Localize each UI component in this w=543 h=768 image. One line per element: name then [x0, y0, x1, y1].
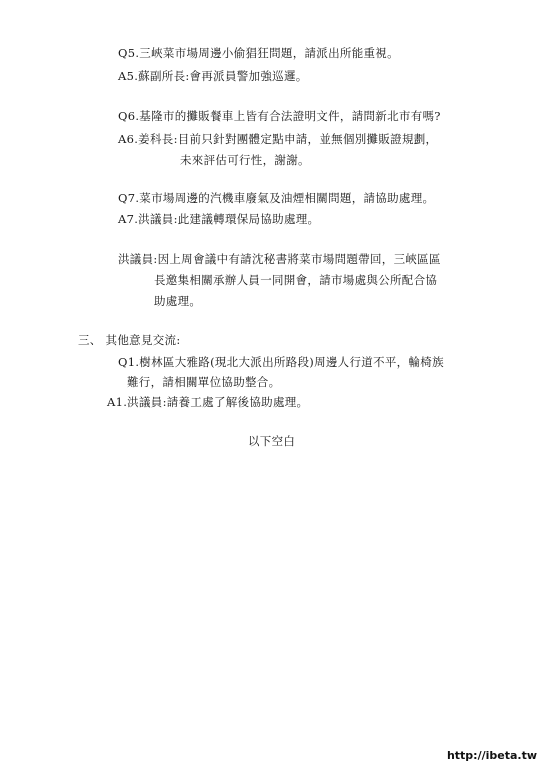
answer-a7: A7.洪議員:此建議轉環保局協助處理。	[118, 212, 320, 226]
answer-a6-line2: 未來評估可行性，謝謝。	[180, 153, 310, 167]
question-q1-line1: Q1.樹林區大雅路(現北大派出所路段)周邊人行道不平，輪椅族	[118, 355, 444, 369]
section3-heading: 三、 其他意見交流:	[78, 333, 181, 347]
question-q6: Q6.基隆市的攤販餐車上皆有合法證明文件，請問新北市有嗎?	[118, 109, 441, 123]
note-line1: 洪議員:因上周會議中有請沈秘書將菜市場問題帶回，三峽區區	[118, 252, 441, 266]
answer-a6-line1: A6.姜科長:目前只針對團體定點申請，並無個別攤販證規劃，	[118, 132, 438, 146]
note-line2: 長邀集相關承辦人員一同開會，請市場處與公所配合協	[154, 273, 438, 287]
question-q5: Q5.三峽菜市場周邊小偷猖狂問題，請派出所能重視。	[118, 46, 399, 60]
note-line3: 助處理。	[154, 294, 202, 308]
answer-a5: A5.蘇副所長:會再派員警加強巡邏。	[118, 69, 308, 83]
question-q1-line2: 難行，請相關單位協助整合。	[127, 375, 281, 389]
answer-a1: A1.洪議員:請養工處了解後協助處理。	[107, 395, 309, 409]
end-marker: 以下空白	[248, 434, 296, 448]
site-watermark: http://ibeta.tw	[446, 749, 537, 762]
question-q7: Q7.菜市場周邊的汽機車廢氣及油煙相關問題，請協助處理。	[118, 191, 435, 205]
